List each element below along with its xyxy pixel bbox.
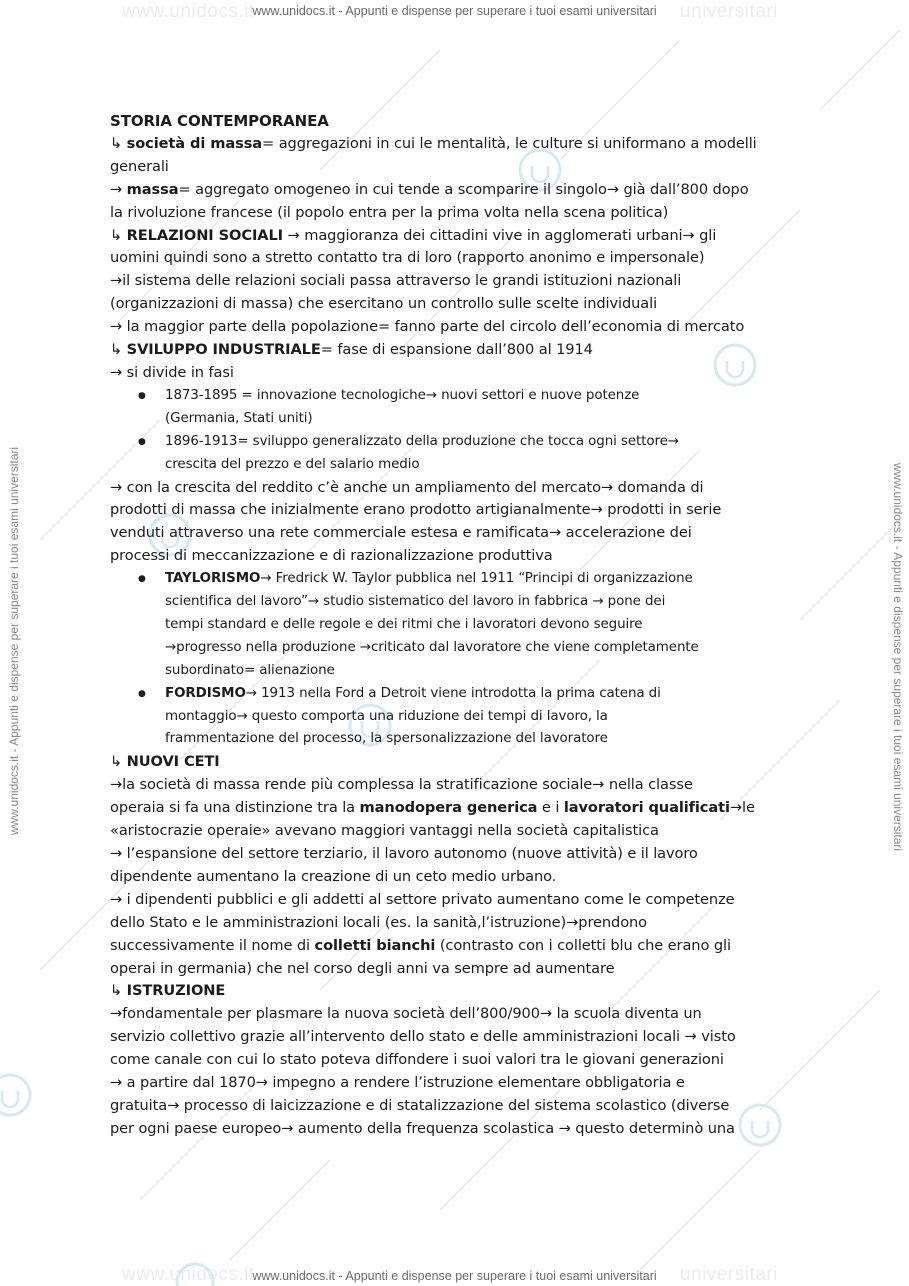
section-heading-istruzione: ↳ ISTRUZIONE xyxy=(110,982,226,1000)
document-body xyxy=(110,110,810,1141)
text-line: dipendente aumentano la creazione di un ceto medio urbano. xyxy=(110,867,557,885)
bullet-continuation: scientifica del lavoro”→ studio sistematico del lavoro in fabbrica → pone dei xyxy=(165,594,666,610)
text-line: uomini quindi sono a stretto contatto tra di loro (rapporto anonimo e impersonale) xyxy=(110,249,705,267)
text-line: →il sistema delle relazioni sociali passa attraverso le grandi istituzioni nazionali xyxy=(110,272,682,290)
text-line: → si divide in fasi xyxy=(110,363,234,381)
section-heading-sviluppo-industriale: ↳ SVILUPPO INDUSTRIALE= fase di espansione dall’800 al 1914 xyxy=(110,341,593,359)
text-line: processi di meccanizzazione e di razionalizzazione produttiva xyxy=(110,547,553,565)
bullet-item-taylorismo: ● TAYLORISMO→ Fredrick W. Taylor pubblica nel 1911 “Principi di organizzazione xyxy=(110,568,810,591)
text-line: (organizzazioni di massa) che esercitano un controllo sulle scelte individuali xyxy=(110,295,658,313)
faint-watermark-text: www.unidocs.it xyxy=(122,1,255,22)
bullet-continuation: crescita del prezzo e del salario medio xyxy=(165,456,420,472)
faint-watermark-text: www.unidocs.it xyxy=(122,1264,255,1285)
text-line: → l’espansione del settore terziario, il lavoro autonomo (nuove attività) e il lavoro xyxy=(110,845,698,862)
text-line: servizio collettivo grazie all’intervento dello stato e delle amministrazioni locali → visto xyxy=(110,1028,736,1046)
bullet-continuation: frammentazione del processo, la spersonalizzazione del lavoratore xyxy=(165,731,608,747)
watermark-banner-right: www.unidocs.it - Appunti e dispense per superare i tuoi esami universitari xyxy=(891,462,905,852)
bullet-continuation: →progresso nella produzione →criticato dal lavoratore che viene completamente xyxy=(165,639,699,655)
bullet-item: ● 1896-1913= sviluppo generalizzato della produzione che tocca ogni settore→ xyxy=(110,431,810,454)
text-line: → massa= aggregato omogeneo in cui tende a scomparire il singolo→ già dall’800 dopo xyxy=(110,180,749,198)
bullet-continuation: (Germania, Stati uniti) xyxy=(165,410,313,426)
text-line: → la maggior parte della popolazione= fanno parte del circolo dell’economia di mercato xyxy=(110,318,745,336)
text-line: →fondamentale per plasmare la nuova società dell’800/900→ la scuola diventa un xyxy=(110,1005,702,1023)
text-line: ↳ società di massa= aggregazioni in cui le mentalità, le culture si uniformano a modelli xyxy=(110,134,757,152)
bullet-continuation: subordinato= alienazione xyxy=(165,662,335,678)
text-line: → a partire dal 1870→ impegno a rendere l’istruzione elementare obbligatoria e xyxy=(110,1074,685,1092)
text-line: →la società di massa rende più complessa la stratificazione sociale→ nella classe xyxy=(110,776,693,794)
text-line: operaia si fa una distinzione tra la manodopera generica e i lavoratori qualificati→le xyxy=(110,799,755,817)
bullet-item: ● 1873-1895 = innovazione tecnologiche→ nuovi settori e nuove potenze xyxy=(110,385,810,408)
faint-watermark-text: universitari xyxy=(680,1,778,22)
text-line: la rivoluzione francese (il popolo entra per la prima volta nella scena politica) xyxy=(110,203,669,221)
text-line: prodotti di massa che inizialmente erano prodotto artigianalmente→ prodotti in serie xyxy=(110,501,722,519)
text-line: per ogni paese europeo→ aumento della frequenza scolastica → questo determinò una xyxy=(110,1119,735,1137)
text-line: successivamente il nome di colletti bianchi (contrasto con i colletti blu che erano gli xyxy=(110,936,731,954)
text-line: → i dipendenti pubblici e gli addetti al settore privato aumentano come le competenze xyxy=(110,890,735,908)
watermark-banner-bottom: www.unidocs.it - Appunti e dispense per superare i tuoi esami universitari xyxy=(252,1269,657,1283)
text-line: dello Stato e le amministrazioni locali (es. la sanità,l’istruzione)→prendono xyxy=(110,913,648,931)
text-line: «aristocrazie operaie» avevano maggiori vantaggi nella società capitalistica xyxy=(110,822,659,840)
text-line: come canale con cui lo stato poteva diffondere i suoi valori tra le giovani generazioni xyxy=(110,1051,724,1069)
document-title: STORIA CONTEMPORANEA xyxy=(110,112,329,130)
text-line: → con la crescita del reddito c’è anche un ampliamento del mercato→ domanda di xyxy=(110,478,704,496)
text-line: operai in germania) che nel corso degli anni va sempre ad aumentare xyxy=(110,959,615,977)
watermark-banner-left: www.unidocs.it - Appunti e dispense per superare i tuoi esami universitari xyxy=(7,446,21,836)
text-line: venduti attraverso una rete commerciale estesa e ramificata→ accelerazione dei xyxy=(110,524,692,542)
text-line: gratuita→ processo di laicizzazione e di statalizzazione del sistema scolastico (diverse xyxy=(110,1096,730,1114)
text-line: generali xyxy=(110,157,169,175)
bullet-item-fordismo: ● FORDISMO→ 1913 nella Ford a Detroit viene introdotta la prima catena di xyxy=(110,683,810,706)
faint-watermark-text: universitari xyxy=(680,1264,778,1285)
bullet-continuation: montaggio→ questo comporta una riduzione dei tempi di lavoro, la xyxy=(165,708,608,724)
bullet-continuation: tempi standard e delle regole e dei ritmi che i lavoratori devono seguire xyxy=(165,616,643,632)
section-heading-nuovi-ceti: ↳ NUOVI CETI xyxy=(110,753,220,771)
watermark-banner-top: www.unidocs.it - Appunti e dispense per superare i tuoi esami universitari xyxy=(252,4,657,18)
section-heading-relazioni-sociali: ↳ RELAZIONI SOCIALI → maggioranza dei cittadini vive in agglomerati urbani→ gli xyxy=(110,226,717,244)
